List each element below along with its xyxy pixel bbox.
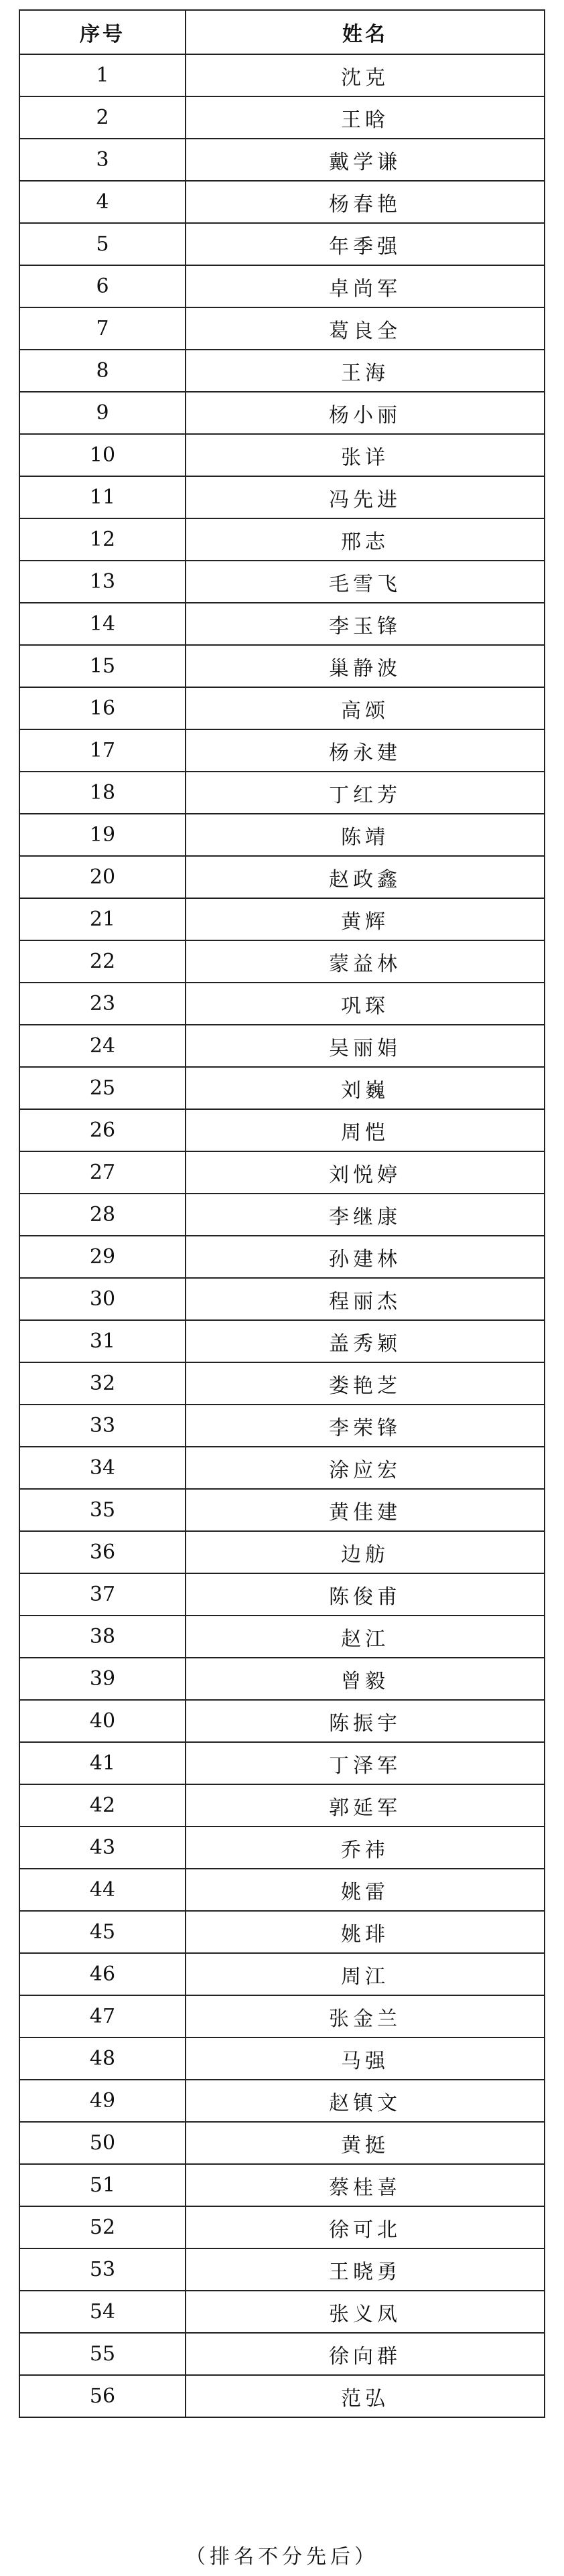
table-row — [19, 2375, 545, 2417]
table-row — [19, 1447, 545, 1489]
name-cell: 陈振宇 — [186, 1700, 545, 1742]
table-row — [19, 1067, 545, 1109]
serial-number-cell: 51 — [19, 2164, 186, 2206]
table-row — [19, 1405, 545, 1447]
serial-number-cell: 19 — [19, 814, 186, 856]
table-row — [19, 1869, 545, 1911]
table-row — [19, 940, 545, 983]
table-row — [19, 1700, 545, 1742]
table-row — [19, 1194, 545, 1236]
name-cell: 蒙益林 — [186, 940, 545, 983]
name-cell: 杨永建 — [186, 729, 545, 772]
serial-number-cell: 30 — [19, 1278, 186, 1320]
name-cell: 周江 — [186, 1953, 545, 1995]
serial-number-cell: 45 — [19, 1911, 186, 1953]
name-cell: 张详 — [186, 434, 545, 476]
serial-number-cell: 16 — [19, 687, 186, 729]
name-cell: 张金兰 — [186, 1995, 545, 2037]
table-row — [19, 181, 545, 223]
name-cell: 张义凤 — [186, 2291, 545, 2333]
table-row — [19, 2248, 545, 2291]
serial-number-cell: 41 — [19, 1742, 186, 1784]
name-cell: 黄佳建 — [186, 1489, 545, 1531]
table-row — [19, 898, 545, 940]
table-row — [19, 687, 545, 729]
table-row — [19, 350, 545, 392]
name-cell: 李继康 — [186, 1194, 545, 1236]
name-cell: 陈俊甫 — [186, 1573, 545, 1616]
table-row — [19, 1320, 545, 1362]
table-row — [19, 1236, 545, 1278]
name-cell: 乔祎 — [186, 1827, 545, 1869]
name-cell: 刘悦婷 — [186, 1151, 545, 1194]
table-row — [19, 1025, 545, 1067]
table-row — [19, 561, 545, 603]
serial-number-cell: 11 — [19, 476, 186, 518]
name-cell: 毛雪飞 — [186, 561, 545, 603]
serial-number-cell: 55 — [19, 2333, 186, 2375]
table-row — [19, 2291, 545, 2333]
table-row — [19, 2122, 545, 2164]
table-row — [19, 2333, 545, 2375]
table-row — [19, 603, 545, 645]
name-cell: 孙建林 — [186, 1236, 545, 1278]
name-cell: 周恺 — [186, 1109, 545, 1151]
serial-number-cell: 50 — [19, 2122, 186, 2164]
name-cell: 李荣锋 — [186, 1405, 545, 1447]
serial-number-cell: 32 — [19, 1362, 186, 1405]
table-row — [19, 139, 545, 181]
name-cell: 王海 — [186, 350, 545, 392]
name-cell: 王晓勇 — [186, 2248, 545, 2291]
name-cell: 盖秀颖 — [186, 1320, 545, 1362]
serial-number-cell: 5 — [19, 223, 186, 265]
name-cell: 沈克 — [186, 54, 545, 96]
serial-number-cell: 26 — [19, 1109, 186, 1151]
name-cell: 范弘 — [186, 2375, 545, 2417]
serial-number-cell: 23 — [19, 983, 186, 1025]
serial-number-cell: 15 — [19, 645, 186, 687]
serial-number-cell: 10 — [19, 434, 186, 476]
serial-number-cell: 20 — [19, 856, 186, 898]
table-row — [19, 2037, 545, 2080]
serial-number-cell: 14 — [19, 603, 186, 645]
name-cell: 娄艳芝 — [186, 1362, 545, 1405]
name-cell: 程丽杰 — [186, 1278, 545, 1320]
serial-number-cell: 37 — [19, 1573, 186, 1616]
name-cell: 蔡桂喜 — [186, 2164, 545, 2206]
serial-number-cell: 1 — [19, 54, 186, 96]
name-cell: 马强 — [186, 2037, 545, 2080]
name-cell: 徐可北 — [186, 2206, 545, 2248]
serial-number-cell: 48 — [19, 2037, 186, 2080]
name-cell: 杨小丽 — [186, 392, 545, 434]
serial-number-cell: 38 — [19, 1616, 186, 1658]
serial-number-cell: 49 — [19, 2080, 186, 2122]
name-cell: 徐向群 — [186, 2333, 545, 2375]
table-row — [19, 265, 545, 307]
serial-number-cell: 6 — [19, 265, 186, 307]
serial-number-cell: 13 — [19, 561, 186, 603]
name-cell: 姚雷 — [186, 1869, 545, 1911]
table-row — [19, 2080, 545, 2122]
table-row — [19, 518, 545, 561]
table-row — [19, 1827, 545, 1869]
table-row — [19, 1531, 545, 1573]
table-row — [19, 983, 545, 1025]
name-cell: 姚琲 — [186, 1911, 545, 1953]
serial-number-cell: 28 — [19, 1194, 186, 1236]
name-cell: 丁泽军 — [186, 1742, 545, 1784]
name-cell: 巢静波 — [186, 645, 545, 687]
serial-number-cell: 2 — [19, 96, 186, 139]
table-row — [19, 1742, 545, 1784]
serial-number-cell: 18 — [19, 772, 186, 814]
table-row — [19, 1911, 545, 1953]
table-row — [19, 814, 545, 856]
name-cell: 高颂 — [186, 687, 545, 729]
table-row — [19, 1784, 545, 1827]
serial-number-cell: 22 — [19, 940, 186, 983]
header-name: 姓名 — [186, 10, 545, 54]
table-row — [19, 1616, 545, 1658]
name-cell: 陈靖 — [186, 814, 545, 856]
serial-number-cell: 17 — [19, 729, 186, 772]
serial-number-cell: 36 — [19, 1531, 186, 1573]
table-body — [19, 54, 545, 2417]
serial-number-cell: 35 — [19, 1489, 186, 1531]
header-serial-number: 序号 — [19, 10, 186, 54]
name-cell: 年季强 — [186, 223, 545, 265]
name-cell: 曾毅 — [186, 1658, 545, 1700]
serial-number-cell: 33 — [19, 1405, 186, 1447]
name-cell: 吴丽娟 — [186, 1025, 545, 1067]
table-row — [19, 307, 545, 350]
serial-number-cell: 27 — [19, 1151, 186, 1194]
table-row — [19, 476, 545, 518]
serial-number-cell: 56 — [19, 2375, 186, 2417]
serial-number-cell: 3 — [19, 139, 186, 181]
name-cell: 丁红芳 — [186, 772, 545, 814]
table-row — [19, 392, 545, 434]
name-cell: 王晗 — [186, 96, 545, 139]
serial-number-cell: 34 — [19, 1447, 186, 1489]
table-row — [19, 1573, 545, 1616]
name-cell: 戴学谦 — [186, 139, 545, 181]
serial-number-cell: 9 — [19, 392, 186, 434]
name-cell: 巩琛 — [186, 983, 545, 1025]
serial-number-cell: 43 — [19, 1827, 186, 1869]
serial-number-cell: 54 — [19, 2291, 186, 2333]
name-cell: 邢志 — [186, 518, 545, 561]
serial-number-cell: 46 — [19, 1953, 186, 1995]
table-row — [19, 729, 545, 772]
table-row — [19, 1995, 545, 2037]
serial-number-cell: 24 — [19, 1025, 186, 1067]
table-row — [19, 54, 545, 96]
serial-number-cell: 7 — [19, 307, 186, 350]
serial-number-cell: 25 — [19, 1067, 186, 1109]
table-row — [19, 96, 545, 139]
table-row — [19, 223, 545, 265]
name-cell: 黄挺 — [186, 2122, 545, 2164]
name-cell: 赵江 — [186, 1616, 545, 1658]
footnote: （排名不分先后） — [186, 2545, 378, 2569]
table-row — [19, 645, 545, 687]
table-row — [19, 1953, 545, 1995]
name-cell: 涂应宏 — [186, 1447, 545, 1489]
serial-number-cell: 39 — [19, 1658, 186, 1700]
name-cell: 赵镇文 — [186, 2080, 545, 2122]
table-row — [19, 434, 545, 476]
name-cell: 李玉锋 — [186, 603, 545, 645]
table-header-row — [19, 10, 545, 54]
table-row — [19, 1278, 545, 1320]
serial-number-cell: 53 — [19, 2248, 186, 2291]
table-row — [19, 772, 545, 814]
serial-number-cell: 44 — [19, 1869, 186, 1911]
name-cell: 边舫 — [186, 1531, 545, 1573]
serial-number-cell: 47 — [19, 1995, 186, 2037]
name-cell: 杨春艳 — [186, 181, 545, 223]
name-cell: 郭延军 — [186, 1784, 545, 1827]
name-cell: 冯先进 — [186, 476, 545, 518]
serial-number-cell: 29 — [19, 1236, 186, 1278]
name-table — [19, 9, 545, 2418]
name-cell: 卓尚军 — [186, 265, 545, 307]
name-cell: 黄辉 — [186, 898, 545, 940]
serial-number-cell: 52 — [19, 2206, 186, 2248]
serial-number-cell: 4 — [19, 181, 186, 223]
table-row — [19, 1151, 545, 1194]
table-row — [19, 1658, 545, 1700]
table-row — [19, 1109, 545, 1151]
serial-number-cell: 12 — [19, 518, 186, 561]
serial-number-cell: 21 — [19, 898, 186, 940]
serial-number-cell: 8 — [19, 350, 186, 392]
name-cell: 刘巍 — [186, 1067, 545, 1109]
name-cell: 赵政鑫 — [186, 856, 545, 898]
serial-number-cell: 42 — [19, 1784, 186, 1827]
table-row — [19, 2206, 545, 2248]
name-cell: 葛良全 — [186, 307, 545, 350]
serial-number-cell: 40 — [19, 1700, 186, 1742]
table-row — [19, 1489, 545, 1531]
table-row — [19, 856, 545, 898]
table-row — [19, 2164, 545, 2206]
serial-number-cell: 31 — [19, 1320, 186, 1362]
table-row — [19, 1362, 545, 1405]
